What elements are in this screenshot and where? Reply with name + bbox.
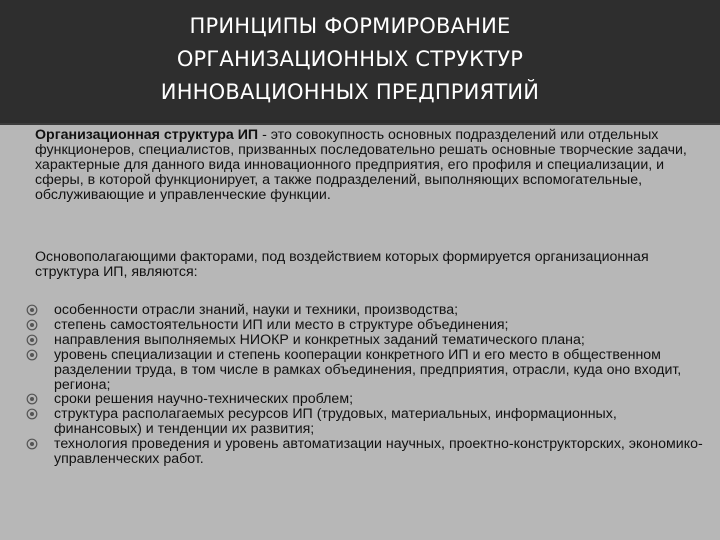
list-item-text: технология проведения и уровень автоматизации научных, проектно-конструкторских, экономико-управленческих работ. xyxy=(54,436,703,468)
definition-text: - это совокупность основных подразделений или отдельных функционеров, специалистов, призванных последовательно решать основные творческие задачи, характерные для данного вида инновационного предприятия, его профиля и специализации, и сферы, в которой функционирует, а также подразделений, выполняющих вспомогательные, обслуживающие и управленческие функции. xyxy=(35,127,687,203)
list-item xyxy=(26,437,706,467)
title-line-1: ПРИНЦИПЫ ФОРМИРОВАНИЕ xyxy=(189,14,511,38)
list-item-text: уровень специализации и степень кооперации конкретного ИП и его место в общественном разделении труда, в том числе в рамках объединения, предприятия, отрасли, куда оно входит, региона; xyxy=(54,346,682,393)
definition-term: Организационная структура ИП xyxy=(35,127,259,143)
list-item-text: степень самостоятельности ИП или место в структуре объединения; xyxy=(54,316,509,333)
bullet-icon xyxy=(26,304,38,316)
bullet-icon xyxy=(26,393,38,405)
bullet-icon xyxy=(26,408,38,420)
bullet-icon xyxy=(26,349,38,361)
list-item-text: направления выполняемых НИОКР и конкретных заданий тематического плана; xyxy=(54,331,585,348)
slide-title xyxy=(90,10,610,109)
bullet-icon xyxy=(26,334,38,346)
list-item-text: особенности отрасли знаний, науки и техники, производства; xyxy=(54,302,459,318)
list-item xyxy=(26,407,706,437)
list-item xyxy=(26,303,706,318)
definition-paragraph xyxy=(35,128,705,203)
list-item xyxy=(26,318,706,333)
list-item xyxy=(26,333,706,348)
title-line-2: ОРГАНИЗАЦИОННЫХ СТРУКТУР xyxy=(176,47,524,71)
bullet-icon xyxy=(26,319,38,331)
bullet-icon xyxy=(26,438,38,450)
factors-list xyxy=(26,303,706,467)
list-item xyxy=(26,348,706,393)
factors-intro: Основополагающими факторами, под воздействием которых формируется организационная структура ИП, являются: xyxy=(35,249,649,280)
list-item-text: сроки решения научно-технических проблем; xyxy=(54,391,354,408)
title-line-3: ИННОВАЦИОННЫХ ПРЕДПРИЯТИЙ xyxy=(160,80,540,104)
list-item-text: структура располагаемых ресурсов ИП (трудовых, материальных, информационных, финансовых) и тенденции их развития; xyxy=(54,406,617,438)
list-item xyxy=(26,392,706,407)
